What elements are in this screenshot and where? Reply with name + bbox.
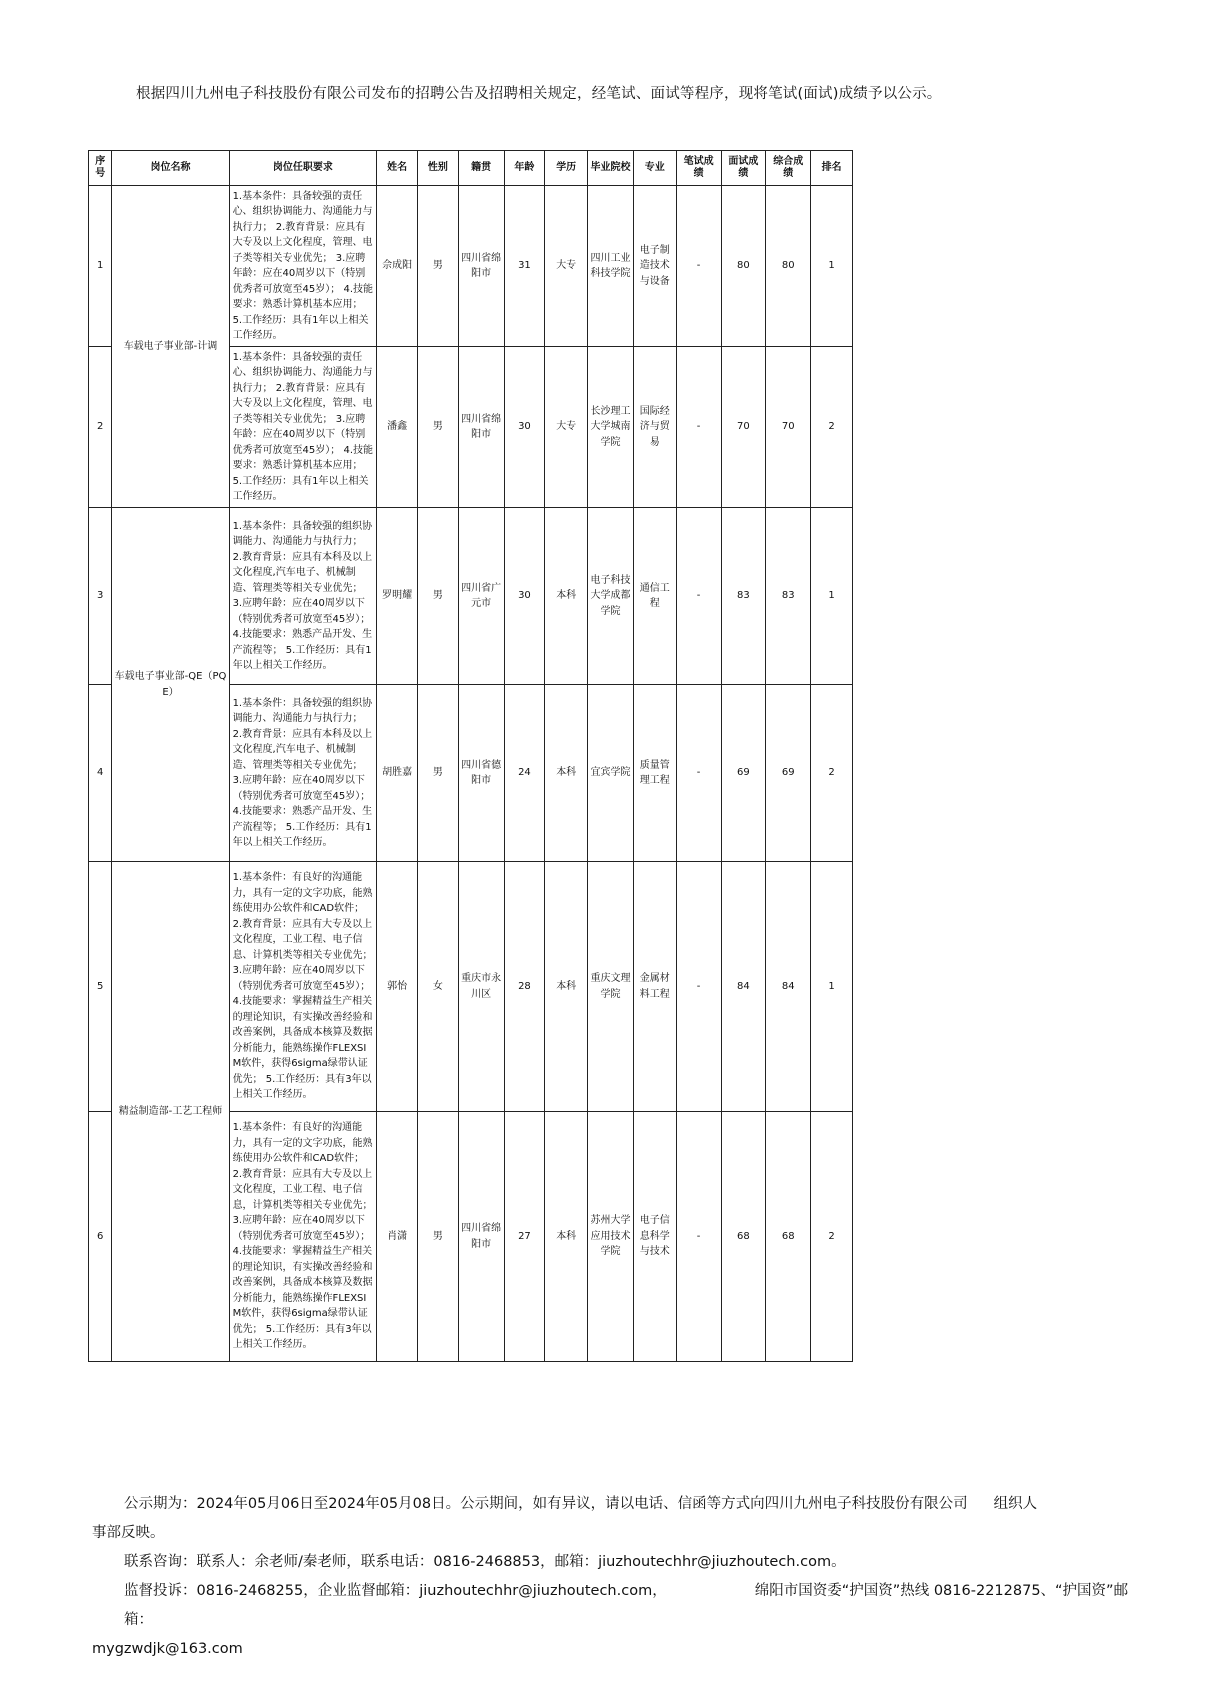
cell-written-score: - <box>676 347 721 508</box>
cell-gender: 男 <box>418 186 459 347</box>
cell-gender: 男 <box>418 508 459 685</box>
cell-rank: 1 <box>811 508 853 685</box>
header-interview-score: 面试成绩 <box>721 151 766 186</box>
header-education: 学历 <box>545 151 588 186</box>
cell-requirements: 1.基本条件：具备较强的责任心、组织协调能力、沟通能力与执行力； 2.教育背景：应具有大专及以上文化程度，管理、电子类等相关专业优先； 3.应聘年龄：应在40周岁以下（特别优秀者可放宽至45岁）； 4.技能要求：熟悉计算机基本应用； 5.工作经历：具有1年以上相关工作经历。 <box>229 347 377 508</box>
cell-education: 大专 <box>545 347 588 508</box>
cell-requirements: 1.基本条件：具备较强的组织协调能力、沟通能力与执行力； 2.教育背景：应具有本科及以上文化程度,汽车电子、机械制造、管理类等相关专业优先； 3.应聘年龄：应在40周岁以下（特别优秀者可放宽至45岁）； 4.技能要求：熟悉产品开发、生产流程等； 5.工作经历：具有1年以上相关工作经历。 <box>229 508 377 685</box>
cell-no: 3 <box>89 508 112 685</box>
cell-school: 苏州大学应用技术学院 <box>588 1112 634 1362</box>
cell-rank: 2 <box>811 685 853 862</box>
cell-no: 2 <box>89 347 112 508</box>
cell-written-score: - <box>676 186 721 347</box>
cell-no: 6 <box>89 1112 112 1362</box>
table-row <box>89 862 853 1112</box>
cell-gender: 男 <box>418 1112 459 1362</box>
cell-requirements: 1.基本条件：具备较强的组织协调能力、沟通能力与执行力； 2.教育背景：应具有本科及以上文化程度,汽车电子、机械制造、管理类等相关专业优先； 3.应聘年龄：应在40周岁以下（特别优秀者可放宽至45岁）； 4.技能要求：熟悉产品开发、生产流程等； 5.工作经历：具有1年以上相关工作经历。 <box>229 685 377 862</box>
header-rank: 排名 <box>811 151 853 186</box>
cell-post: 车载电子事业部-QE（PQE） <box>112 508 229 862</box>
header-no: 序号 <box>89 151 112 186</box>
cell-origin: 四川省绵阳市 <box>458 186 504 347</box>
cell-age: 27 <box>504 1112 545 1362</box>
cell-gender: 男 <box>418 347 459 508</box>
cell-education: 本科 <box>545 1112 588 1362</box>
scores-table <box>88 150 853 1362</box>
cell-origin: 四川省广元市 <box>458 508 504 685</box>
table-row <box>89 508 853 685</box>
cell-name: 罗明耀 <box>377 508 418 685</box>
header-post: 岗位名称 <box>112 151 229 186</box>
cell-gender: 男 <box>418 685 459 862</box>
cell-age: 28 <box>504 862 545 1112</box>
cell-school: 长沙理工大学城南学院 <box>588 347 634 508</box>
cell-major: 国际经济与贸易 <box>633 347 676 508</box>
cell-requirements: 1.基本条件：具备较强的责任心、组织协调能力、沟通能力与执行力； 2.教育背景：应具有大专及以上文化程度，管理、电子类等相关专业优先； 3.应聘年龄：应在40周岁以下（特别优秀者可放宽至45岁）； 4.技能要求：熟悉计算机基本应用； 5.工作经历：具有1年以上相关工作经历。 <box>229 186 377 347</box>
intro-text: 根据四川九州电子科技股份有限公司发布的招聘公告及招聘相关规定，经笔试、面试等程序，现将笔试(面试)成绩予以公示。 <box>136 86 942 102</box>
header-written-score: 笔试成绩 <box>676 151 721 186</box>
cell-requirements: 1.基本条件：有良好的沟通能力，具有一定的文字功底，能熟练使用办公软件和CAD软件； 2.教育背景：应具有大专及以上文化程度，工业工程、电子信息，计算机类等相关专业优先； 3.应聘年龄：应在40周岁以下（特别优秀者可放宽至45岁）； 4.技能要求：掌握精益生产相关的理论知识，有实操改善经验和改善案例，具备成本核算及数据分析能力，能熟练操作FLEXSIM软件，获得6sigma绿带认证优先； 5.工作经历：具有3年以上相关工作经历。 <box>229 1112 377 1362</box>
cell-school: 宜宾学院 <box>588 685 634 862</box>
cell-major: 电子信息科学与技术 <box>633 1112 676 1362</box>
cell-age: 24 <box>504 685 545 862</box>
cell-age: 30 <box>504 508 545 685</box>
cell-written-score: - <box>676 862 721 1112</box>
cell-gender: 女 <box>418 862 459 1112</box>
cell-rank: 1 <box>811 186 853 347</box>
cell-major: 电子制造技术与设备 <box>633 186 676 347</box>
cell-no: 1 <box>89 186 112 347</box>
footer-supervise-line2: mygzwdjk@163.com <box>92 1641 243 1657</box>
cell-education: 本科 <box>545 862 588 1112</box>
cell-rank: 1 <box>811 862 853 1112</box>
cell-education: 本科 <box>545 508 588 685</box>
cell-rank: 2 <box>811 1112 853 1362</box>
cell-major: 质量管理工程 <box>633 685 676 862</box>
footer-contact: 联系咨询：联系人：余老师/秦老师，联系电话：0816-2468853，邮箱：jiuzhoutechhr@jiuzhoutech.com。 <box>124 1554 846 1570</box>
table-header-row <box>89 151 853 186</box>
table-row <box>89 186 853 347</box>
cell-written-score: - <box>676 1112 721 1362</box>
cell-major: 通信工程 <box>633 508 676 685</box>
footer-period-text: 公示期为：2024年05月06日至2024年05月08日。公示期间，如有异议，请以电话、信函等方式向四川九州电子科技股份有限公司 <box>124 1496 968 1512</box>
cell-interview-score: 84 <box>721 862 766 1112</box>
cell-name: 潘鑫 <box>377 347 418 508</box>
cell-no: 4 <box>89 685 112 862</box>
cell-school: 电子科技大学成都学院 <box>588 508 634 685</box>
footer <box>92 1490 1132 1664</box>
cell-interview-score: 80 <box>721 186 766 347</box>
footer-supervise-tail: 绵阳市国资委“护国资”热线 0816-2212875、“护国资”邮箱： <box>124 1583 1129 1628</box>
header-total-score: 综合成绩 <box>766 151 811 186</box>
cell-no: 5 <box>89 862 112 1112</box>
cell-age: 30 <box>504 347 545 508</box>
cell-school: 重庆文理学院 <box>588 862 634 1112</box>
cell-origin: 四川省德阳市 <box>458 685 504 862</box>
cell-total-score: 70 <box>766 347 811 508</box>
cell-interview-score: 70 <box>721 347 766 508</box>
cell-total-score: 80 <box>766 186 811 347</box>
cell-education: 大专 <box>545 186 588 347</box>
header-age: 年龄 <box>504 151 545 186</box>
cell-interview-score: 83 <box>721 508 766 685</box>
header-gender: 性别 <box>418 151 459 186</box>
cell-interview-score: 69 <box>721 685 766 862</box>
cell-total-score: 84 <box>766 862 811 1112</box>
cell-school: 四川工业科技学院 <box>588 186 634 347</box>
cell-post: 车载电子事业部-计调 <box>112 186 229 508</box>
cell-name: 肖潇 <box>377 1112 418 1362</box>
cell-requirements: 1.基本条件：有良好的沟通能力，具有一定的文字功底，能熟练使用办公软件和CAD软件； 2.教育背景：应具有大专及以上文化程度，工业工程、电子信息、计算机类等相关专业优先； 3.应聘年龄：应在40周岁以下（特别优秀者可放宽至45岁）； 4.技能要求：掌握精益生产相关的理论知识，有实操改善经验和改善案例，具备成本核算及数据分析能力，能熟练操作FLEXSIM软件，获得6sigma绿带认证优先； 5.工作经历：具有3年以上相关工作经历。 <box>229 862 377 1112</box>
footer-supervise-text: 监督投诉：0816-2468255，企业监督邮箱：jiuzhoutechhr@jiuzhoutech.com， <box>124 1583 667 1599</box>
cell-total-score: 68 <box>766 1112 811 1362</box>
footer-period-line2: 事部反映。 <box>92 1525 165 1541</box>
header-requirements: 岗位任职要求 <box>229 151 377 186</box>
cell-major: 金属材料工程 <box>633 862 676 1112</box>
cell-origin: 四川省绵阳市 <box>458 347 504 508</box>
cell-age: 31 <box>504 186 545 347</box>
cell-origin: 重庆市永川区 <box>458 862 504 1112</box>
cell-written-score: - <box>676 685 721 862</box>
cell-rank: 2 <box>811 347 853 508</box>
cell-post: 精益制造部-工艺工程师 <box>112 862 229 1362</box>
cell-name: 胡胜嘉 <box>377 685 418 862</box>
footer-supervise <box>92 1577 1132 1635</box>
cell-written-score: - <box>676 508 721 685</box>
header-name: 姓名 <box>377 151 418 186</box>
cell-total-score: 69 <box>766 685 811 862</box>
header-origin: 籍贯 <box>458 151 504 186</box>
cell-interview-score: 68 <box>721 1112 766 1362</box>
footer-period <box>92 1490 1132 1519</box>
cell-education: 本科 <box>545 685 588 862</box>
cell-name: 郭怡 <box>377 862 418 1112</box>
header-school: 毕业院校 <box>588 151 634 186</box>
header-major: 专业 <box>633 151 676 186</box>
footer-period-tail: 组织人 <box>993 1496 1038 1512</box>
cell-origin: 四川省绵阳市 <box>458 1112 504 1362</box>
cell-total-score: 83 <box>766 508 811 685</box>
cell-name: 佘成阳 <box>377 186 418 347</box>
